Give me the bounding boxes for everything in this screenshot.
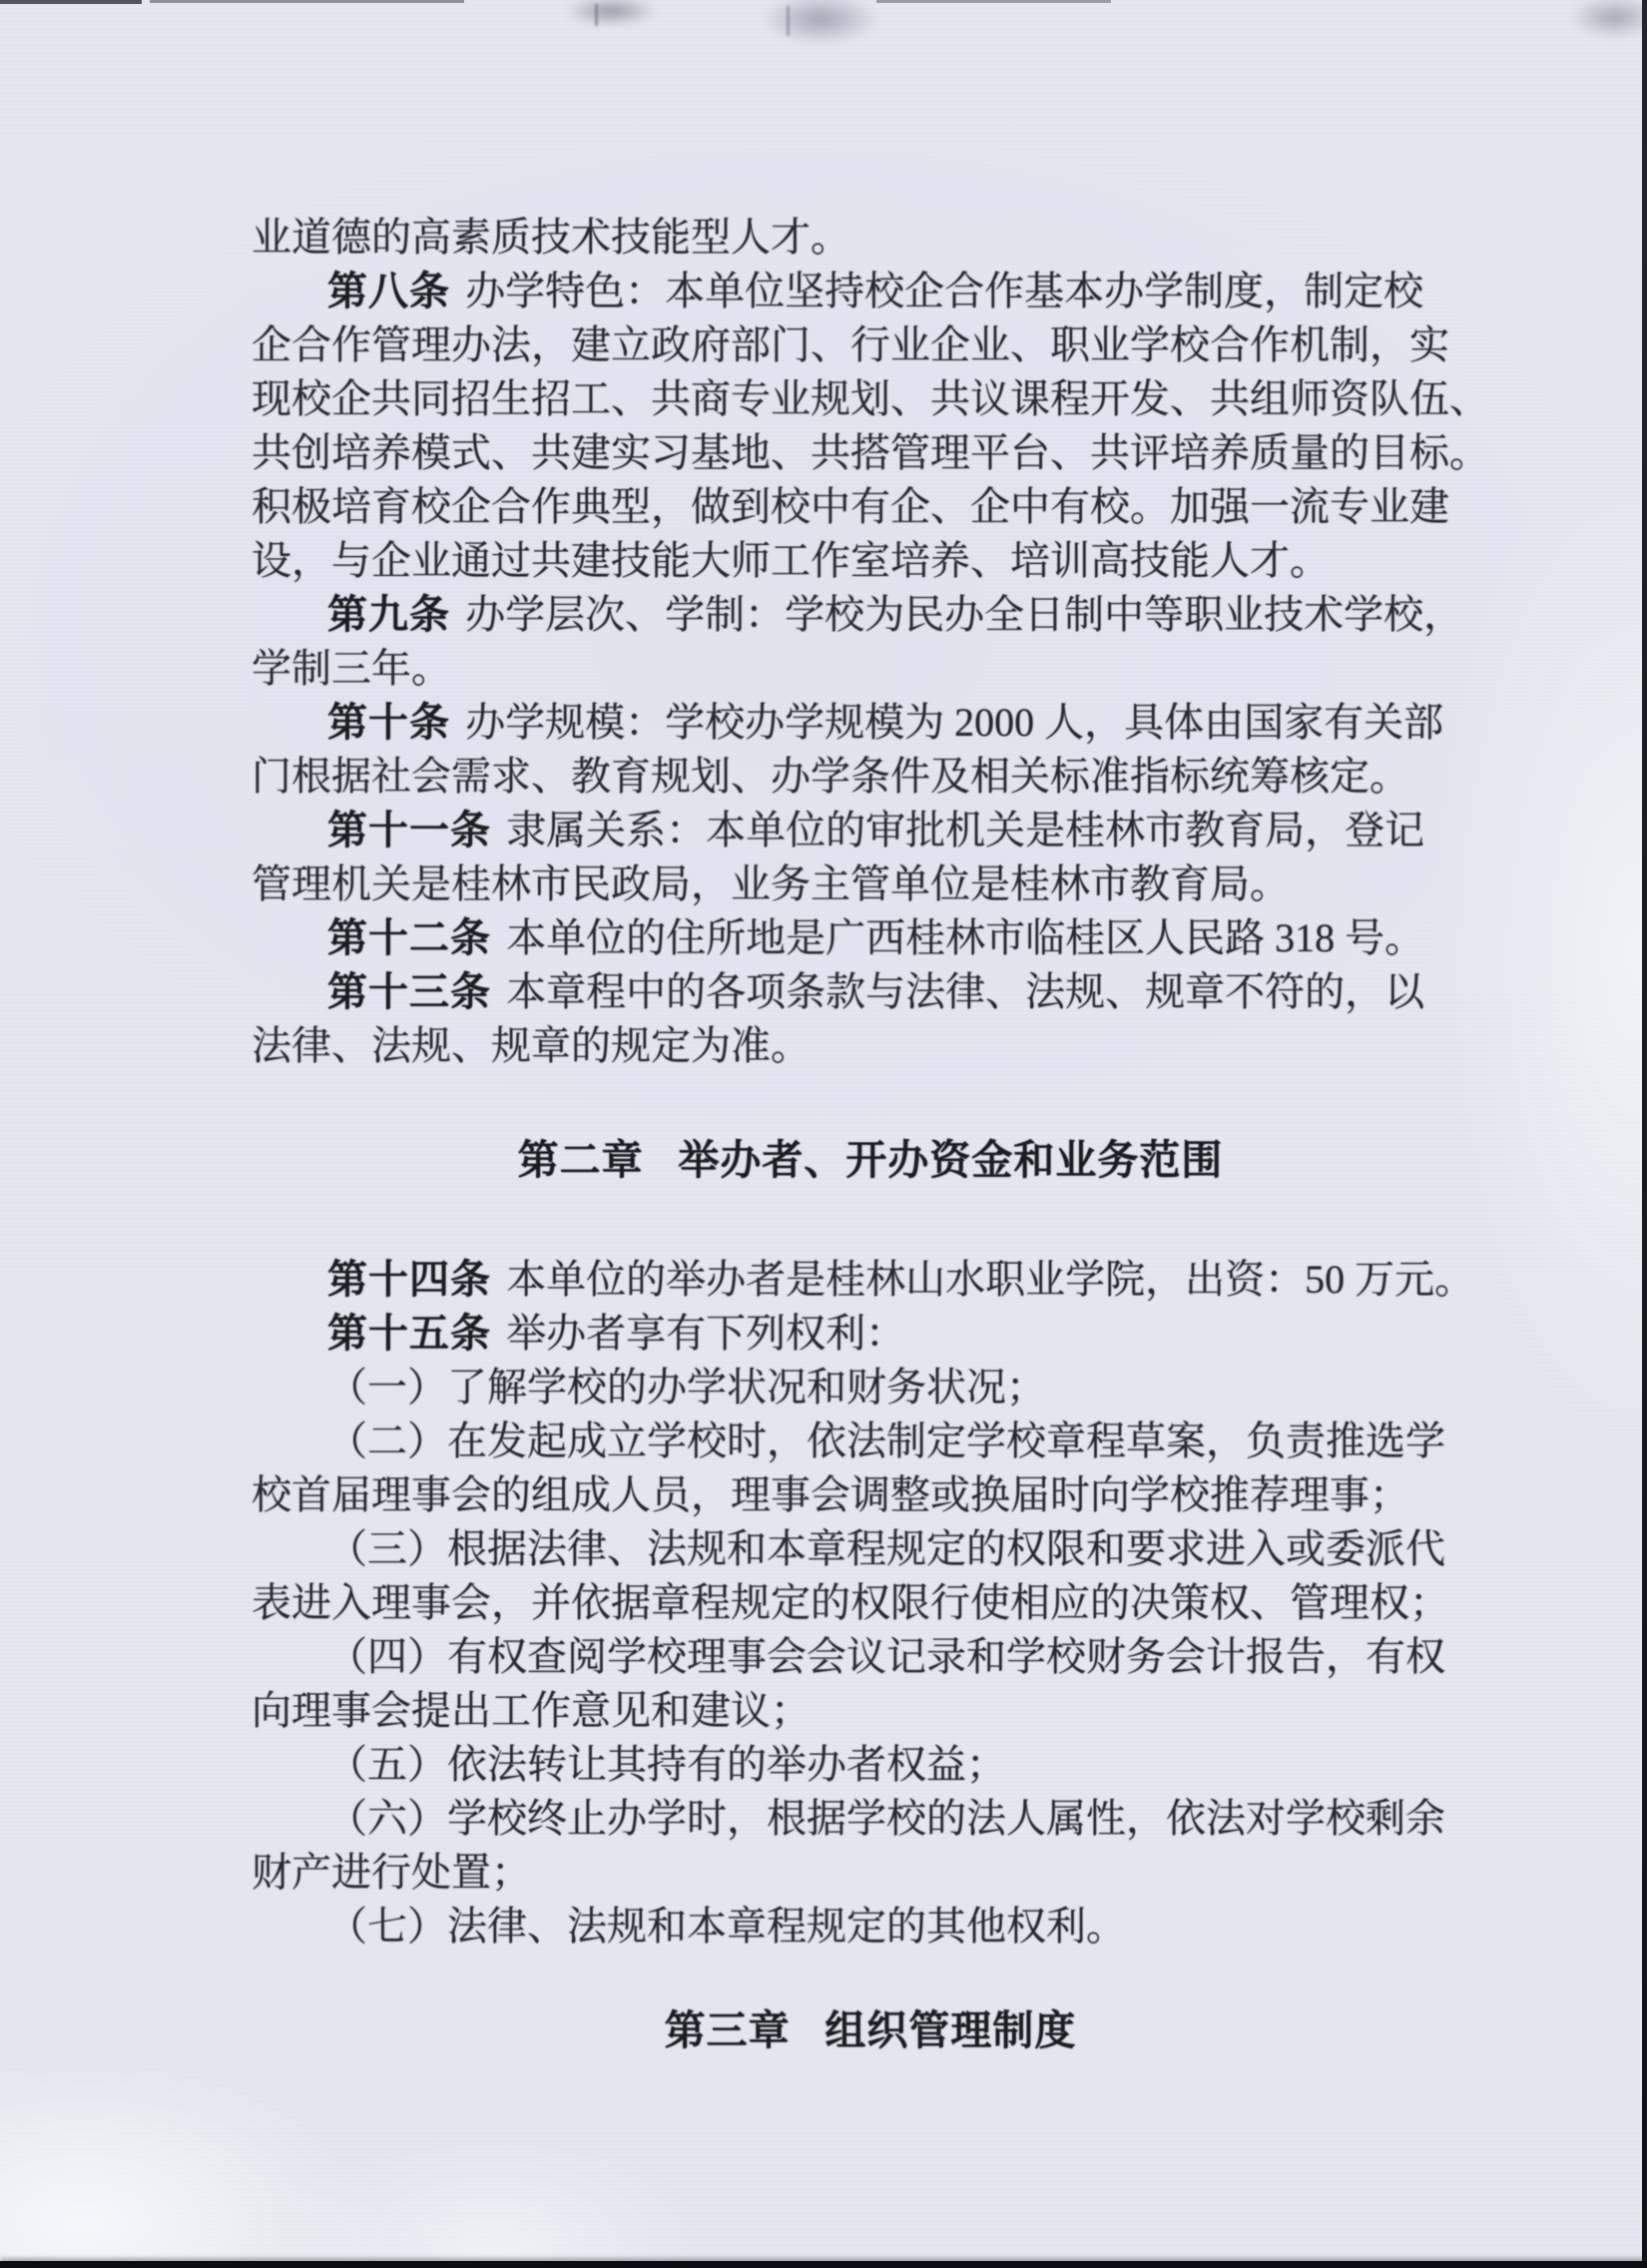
document-line xyxy=(252,372,1489,426)
scan-right-border xyxy=(1642,0,1647,2268)
document-line xyxy=(252,1846,1489,1900)
text-run: 积极培育校企合作典型，做到校中有企、企中有校。加强一流专业建 xyxy=(252,484,1449,529)
article-number: 第十条 xyxy=(327,701,450,745)
document-body xyxy=(252,211,1489,2057)
document-line xyxy=(252,1792,1489,1846)
document-line xyxy=(252,1684,1489,1738)
text-run: 本章程中的各项条款与法律、法规、规章不符的，以 xyxy=(506,969,1425,1014)
text-run: 现校企共同招生招工、共商专业规划、共议课程开发、共组师资队伍、 xyxy=(252,376,1489,421)
text-run: 设，与企业通过共建技能大师工作室培养、培训高技能人才。 xyxy=(252,538,1330,583)
document-line xyxy=(252,1468,1489,1522)
document-line xyxy=(252,1522,1489,1576)
document-line xyxy=(252,642,1489,696)
article-number: 第十五条 xyxy=(327,1312,491,1356)
article-number: 第十一条 xyxy=(327,809,491,852)
text-run: 隶属关系：本单位的审批机关是桂林市教育局，登记 xyxy=(506,808,1425,852)
scan-smudge-artifact xyxy=(1555,0,1647,46)
document-line xyxy=(252,696,1489,750)
document-line xyxy=(252,1019,1489,1073)
chapter-number: 第二章 xyxy=(517,1137,644,1183)
document-line xyxy=(252,211,1489,265)
scan-top-edge-artifact xyxy=(876,0,1111,3)
text-run: 向理事会提出工作意见和建议； xyxy=(252,1688,811,1733)
text-run: （三）根据法律、法规和本章程规定的权限和要求进入或委派代 xyxy=(327,1526,1445,1571)
document-line xyxy=(252,1630,1489,1684)
text-run: （二）在发起成立学校时，依法制定学校章程草案，负责推选学 xyxy=(327,1418,1445,1463)
article-number: 第九条 xyxy=(327,593,450,637)
chapter-heading xyxy=(252,2003,1489,2057)
chapter-title: 举办者、开办资金和业务范围 xyxy=(678,1137,1224,1183)
text-run: （六）学校终止办学时，根据学校的法人属性，依法对学校剩余 xyxy=(327,1796,1445,1841)
document-line xyxy=(252,750,1489,804)
scan-streak-artifact xyxy=(787,6,790,36)
text-run: （七）法律、法规和本章程规定的其他权利。 xyxy=(327,1904,1126,1949)
text-run: （四）有权查阅学校理事会会议记录和学校财务会计报告，有权 xyxy=(327,1634,1445,1679)
scan-top-edge-artifact xyxy=(0,0,142,4)
document-line xyxy=(252,857,1489,911)
document-line xyxy=(252,1738,1489,1792)
article-number: 第十三条 xyxy=(327,970,491,1014)
document-line xyxy=(252,588,1489,642)
text-run: 管理机关是桂林市民政局，业务主管单位是桂林市教育局。 xyxy=(252,861,1290,906)
article-number: 第十四条 xyxy=(327,1258,491,1302)
document-line xyxy=(252,318,1489,372)
text-run: 法律、法规、规章的规定为准。 xyxy=(252,1023,811,1068)
text-run: 门根据社会需求、教育规划、办学条件及相关标准指标统筹核定。 xyxy=(252,754,1409,799)
scan-top-edge-artifact xyxy=(150,0,464,3)
document-line xyxy=(252,480,1489,534)
document-line xyxy=(252,1307,1489,1361)
text-run: 办学特色：本单位坚持校企合作基本办学制度，制定校 xyxy=(465,269,1424,313)
scan-smudge-artifact xyxy=(741,0,900,54)
text-run: 表进入理事会，并依据章程规定的权限行使相应的决策权、管理权； xyxy=(252,1580,1449,1625)
scan-bottom-border xyxy=(0,2261,1647,2268)
chapter-title: 组织管理制度 xyxy=(824,2007,1077,2053)
document-line xyxy=(252,1576,1489,1630)
text-run: （一）了解学校的办学状况和财务状况； xyxy=(327,1365,1046,1410)
text-run: 企合作管理办法，建立政府部门、行业企业、职业学校合作机制，实 xyxy=(252,322,1449,367)
text-run: （五）依法转让其持有的举办者权益； xyxy=(327,1742,1006,1787)
document-line xyxy=(252,1415,1489,1468)
scan-streak-artifact xyxy=(595,4,598,26)
text-run: 业道德的高素质技术技能型人才。 xyxy=(252,215,850,260)
document-line xyxy=(252,1253,1489,1307)
document-line xyxy=(252,1900,1489,1954)
article-number: 第十二条 xyxy=(327,916,491,960)
text-run: 办学层次、学制：学校为民办全日制中等职业技术学校， xyxy=(465,592,1464,637)
text-run: 举办者享有下列权利： xyxy=(506,1311,906,1356)
scan-smudge-artifact xyxy=(547,0,675,32)
document-line xyxy=(252,804,1489,857)
document-line xyxy=(252,534,1489,588)
text-run: 共创培养模式、共建实习基地、共搭管理平台、共评培养质量的目标。 xyxy=(252,430,1489,475)
document-line xyxy=(252,965,1489,1019)
text-run: 本单位的住所地是广西桂林市临桂区人民路 318 号。 xyxy=(506,915,1425,960)
text-run: 学制三年。 xyxy=(252,646,451,691)
text-run: 财产进行处置； xyxy=(252,1850,531,1895)
text-run: 本单位的举办者是桂林山水职业学院，出资：50 万元。 xyxy=(506,1257,1475,1302)
document-line xyxy=(252,911,1489,965)
document-line xyxy=(252,1361,1489,1415)
text-run: 校首届理事会的组成人员，理事会调整或换届时向学校推荐理事； xyxy=(252,1472,1409,1517)
chapter-heading xyxy=(252,1133,1489,1187)
document-line xyxy=(252,265,1489,318)
text-run: 办学规模：学校办学规模为 2000 人，具体由国家有关部 xyxy=(465,700,1444,745)
document-line xyxy=(252,426,1489,480)
article-number: 第八条 xyxy=(327,270,450,313)
chapter-number: 第三章 xyxy=(664,2007,791,2053)
